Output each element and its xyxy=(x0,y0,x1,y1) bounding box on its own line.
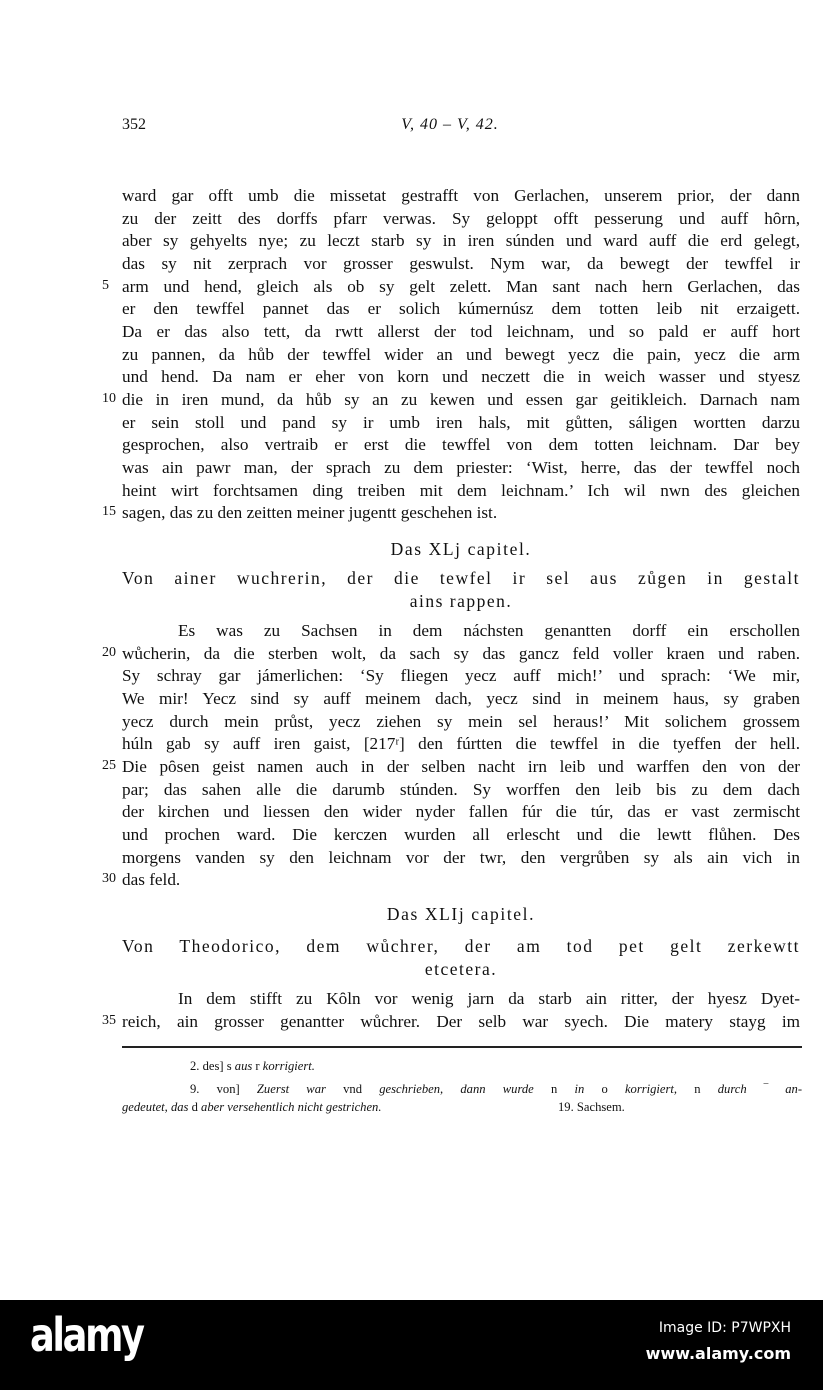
chapter-title: etcetera. xyxy=(424,959,498,979)
site-url: www.alamy.com xyxy=(645,1344,791,1363)
text-line: In dem stifft zu Kȏln vor wenig jarn da starb ain ritter, der hyesz Dyet- xyxy=(178,989,800,1008)
footnote-text: an- xyxy=(785,1082,802,1096)
image-id: Image ID: P7WPXH xyxy=(658,1320,791,1336)
footnote-text: in xyxy=(574,1082,585,1096)
text-line: Sy schray gar jámerlichen: ‘Sy fliegen yecz auff mich!’ und sprach: ‘We mir, xyxy=(122,666,800,685)
text-line: und hend. Da nam er eher von korn und neczett die in weich wasser und styesz xyxy=(122,367,800,386)
line-number: 15 xyxy=(102,504,116,519)
footnote-text: ‾ xyxy=(746,1082,786,1096)
line-number: 30 xyxy=(102,871,116,886)
text-line: Es was zu Sachsen in dem náchsten genantten dorff ein erschollen xyxy=(178,621,800,640)
chapter-title: Von ainer wuchrerin, der die tewfel ir sel aus zůgen in gestalt xyxy=(122,568,800,588)
text-line: aber sy gehyelts nye; zu leczt starb sy in iren súnden und ward auff die erd gelegt, xyxy=(122,231,800,250)
chapter-heading: Das XLIj capitel. xyxy=(386,904,536,924)
footnote-text: korrigiert. xyxy=(262,1059,315,1073)
line-number: 35 xyxy=(102,1013,116,1028)
text-line: er den tewffel pannet das er solich kúmernúsz dem totten leib nit erzaigett. xyxy=(122,299,800,318)
footnote-text: o xyxy=(584,1082,625,1096)
footnote-text: n xyxy=(677,1082,718,1096)
text-line: par; das sahen alle die darumb stúnden. Sy worffen den leib bis zu dem dach xyxy=(122,780,800,799)
footnote xyxy=(558,1098,625,1116)
alamy-logo: alamy xyxy=(30,1308,143,1362)
chapter-title: ains rappen. xyxy=(409,591,513,611)
footnote-text: gedeutet, das xyxy=(122,1100,189,1114)
page-number: 352 xyxy=(122,116,146,133)
text-line: wůcherin, da die sterben wolt, da sach sy das gancz feld voller kraen und raben. xyxy=(122,644,800,663)
footnote-text: 2. des] s xyxy=(190,1059,235,1073)
text-line: morgens vanden sy den leichnam vor der twr, den vergrůben sy als ain vich in xyxy=(122,848,800,867)
text-line: das feld. xyxy=(122,870,181,889)
text-line: zu pannen, da hůb der tewffel wider an und bewegt yecz die pain, yecz die arm xyxy=(122,345,800,364)
running-title: V, 40 – V, 42. xyxy=(401,116,499,133)
footnote-text: 9. von] xyxy=(190,1082,257,1096)
footnote-text: korrigiert, xyxy=(624,1082,678,1096)
text-line: gesprochen, also vertraib er erst die tewffel von dem totten leichnam. Dar bey xyxy=(122,435,800,454)
text-line: was ain pawr man, der sprach zu dem priester: ‘Wist, herre, das der tewffel noch xyxy=(122,458,800,477)
footnote-text: geschrieben, dann wurde xyxy=(379,1082,534,1096)
text-line: zu der zeitt des dorffs pfarr verwas. Sy geloppt offt pesserung und auff hȏrn, xyxy=(122,209,800,228)
footnote xyxy=(122,1098,382,1116)
chapter-heading: Das XLj capitel. xyxy=(390,539,532,559)
text-line: ward gar offt umb die missetat gestrafft von Gerlachen, unserem prior, der dann xyxy=(122,186,800,205)
line-number: 20 xyxy=(102,645,116,660)
text-line: Da er das also tett, da rwtt allerst der tod leichnam, und so pald er auff hort xyxy=(122,322,800,341)
footnote xyxy=(190,1057,315,1075)
text-line: heint wirt forchtsamen ding treiben mit dem leichnam.’ Ich wil nwn des gleichen xyxy=(122,481,800,500)
text-line: er sein stoll und pand sy ir umb iren hals, mit gůtten, sáligen wortten darzu xyxy=(122,413,800,432)
line-number: 10 xyxy=(102,391,116,406)
footnote-text: n xyxy=(533,1082,575,1096)
line-number: 25 xyxy=(102,758,116,773)
text-line: und prochen ward. Die kerczen wurden all erlescht und die lewtt flůhen. Des xyxy=(122,825,800,844)
footnote-text: durch xyxy=(717,1082,747,1096)
text-line: reich, ain grosser genantter wůchrer. Der selb war syech. Die matery stayg im xyxy=(122,1012,800,1031)
text-line: sagen, das zu den zeitten meiner jugentt geschehen ist. xyxy=(122,503,498,522)
footnote-text: Zuerst war xyxy=(256,1082,326,1096)
footnote-text: aus xyxy=(234,1059,253,1073)
text-line: Die pȏsen geist namen auch in der selben nacht irn leib und warffen den von der xyxy=(122,757,800,776)
footnote-text: d xyxy=(188,1100,202,1114)
footnote-divider xyxy=(122,1046,802,1048)
footnote-text: aber versehentlich nicht gestrichen. xyxy=(201,1100,382,1114)
watermark-bar xyxy=(0,1300,823,1390)
footnote-text: vnd xyxy=(325,1082,380,1096)
footnote xyxy=(190,1080,802,1098)
text-line: der kirchen und liessen den wider nyder fallen fúr die túr, das er vast zermischt xyxy=(122,802,800,821)
text-line: arm und hend, gleich als ob sy gelt zelett. Man sant nach hern Gerlachen, das xyxy=(122,277,800,296)
footnote-text: r xyxy=(252,1059,263,1073)
text-line: yecz durch mein průst, yecz ziehen sy mein sel heraus!’ Mit solichem grossem xyxy=(122,712,800,731)
footnote-text: 19. Sachsem. xyxy=(558,1100,625,1114)
text-line: die in iren mund, da hůb sy an zu kewen und essen gar geitikleich. Darnach nam xyxy=(122,390,800,409)
text-line: húln gab sy auff iren gaist, [217ʳ] den fúrtten die tewffel in die tyeffen der hell. xyxy=(122,734,800,753)
text-line: das sy nit zerprach vor grosser geswulst. Nym war, da bewegt der tewffel ir xyxy=(122,254,800,273)
line-number: 5 xyxy=(102,278,109,293)
chapter-title: Von Theodorico, dem wůchrer, der am tod pet gelt zerkewtt xyxy=(122,936,800,956)
text-line: We mir! Yecz sind sy auff meinem dach, yecz sind in meinem haus, sy graben xyxy=(122,689,800,708)
